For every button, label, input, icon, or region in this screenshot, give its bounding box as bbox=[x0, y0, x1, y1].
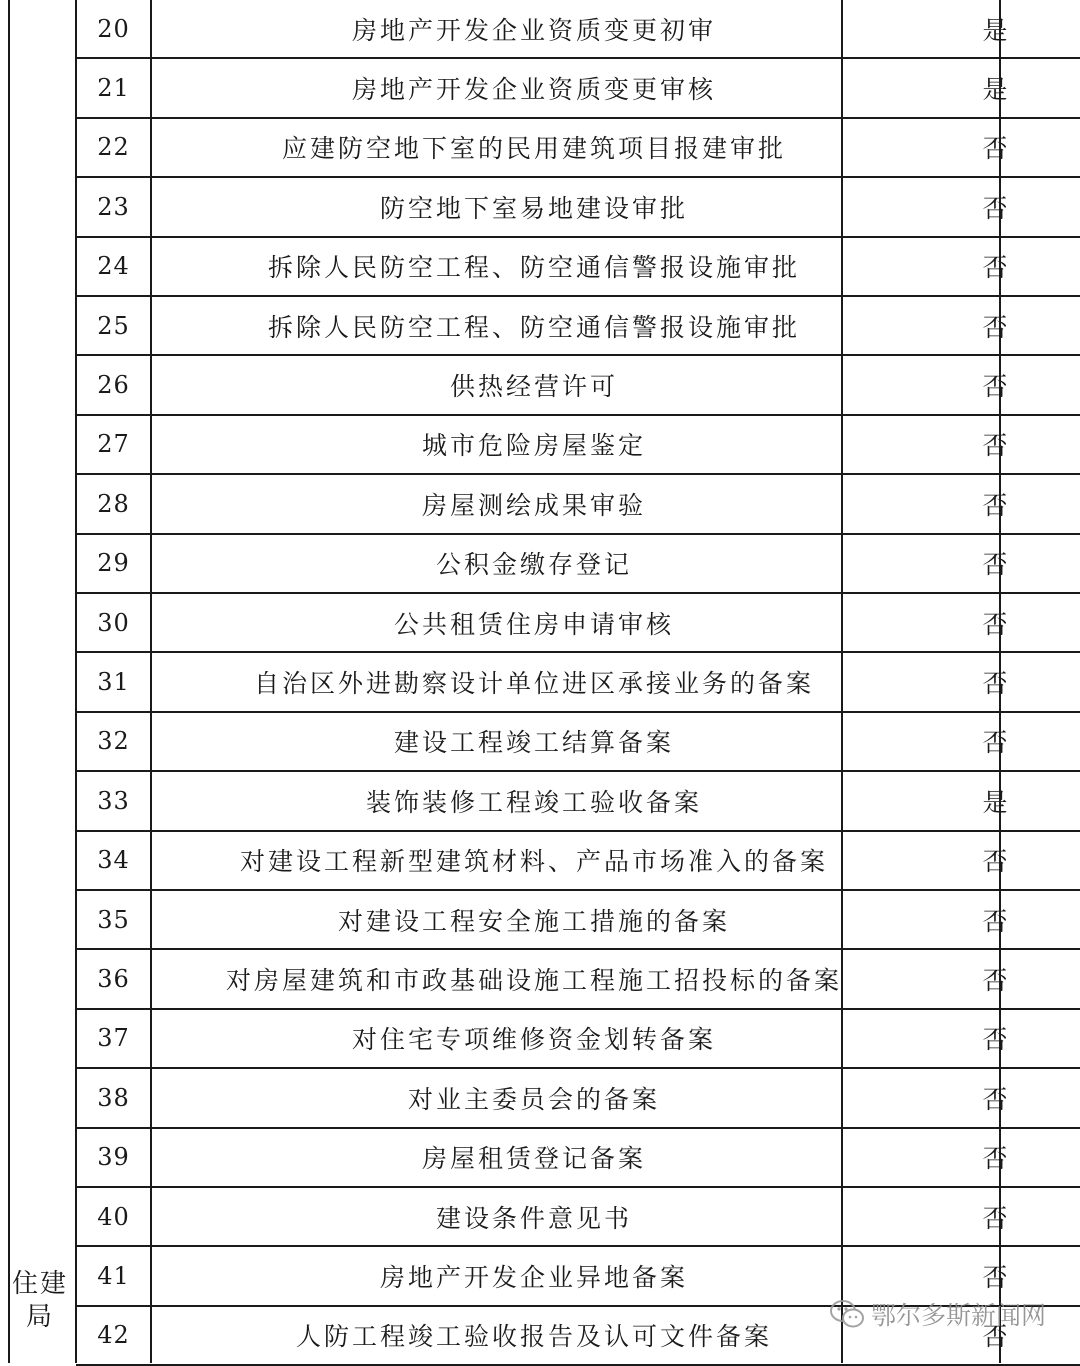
item-number: 21 bbox=[97, 74, 130, 103]
item-flag: 否 bbox=[982, 253, 1011, 283]
item-name: 房屋租赁登记备案 bbox=[421, 1144, 646, 1174]
item-flag: 否 bbox=[982, 847, 1011, 877]
item-flag: 否 bbox=[982, 966, 1011, 996]
watermark-text: 鄂尔多斯新闻网 bbox=[870, 1301, 1046, 1330]
table-row bbox=[76, 1188, 1080, 1247]
item-name: 公共租赁住房申请审核 bbox=[393, 609, 674, 639]
item-flag: 否 bbox=[982, 490, 1011, 520]
table-row bbox=[76, 594, 1080, 653]
item-name: 对住宅专项维修资金划转备案 bbox=[351, 1025, 716, 1055]
item-name: 拆除人民防空工程、防空通信警报设施审批 bbox=[267, 312, 800, 342]
item-flag: 是 bbox=[982, 15, 1011, 45]
table-row bbox=[76, 297, 1080, 356]
item-flag: 否 bbox=[982, 1203, 1011, 1233]
item-name: 拆除人民防空工程、防空通信警报设施审批 bbox=[267, 253, 800, 283]
item-number: 35 bbox=[97, 905, 130, 934]
item-name: 对建设工程新型建筑材料、产品市场准入的备案 bbox=[239, 847, 828, 877]
item-number: 27 bbox=[97, 430, 130, 459]
item-number: 25 bbox=[97, 311, 130, 340]
item-flag: 否 bbox=[982, 728, 1011, 758]
table-row bbox=[76, 416, 1080, 475]
table-left-border bbox=[8, 0, 10, 1363]
table-row bbox=[76, 356, 1080, 415]
item-number: 34 bbox=[97, 846, 130, 875]
item-number: 32 bbox=[97, 727, 130, 756]
table-row bbox=[76, 59, 1080, 118]
item-flag: 否 bbox=[982, 1263, 1011, 1293]
table-row bbox=[76, 475, 1080, 534]
item-number: 41 bbox=[97, 1262, 130, 1291]
item-name: 自治区外进勘察设计单位进区承接业务的备案 bbox=[253, 669, 814, 699]
item-number: 42 bbox=[97, 1321, 130, 1350]
item-flag: 否 bbox=[982, 1322, 1011, 1352]
item-name: 应建防空地下室的民用建筑项目报建审批 bbox=[281, 134, 786, 164]
department-cell: 住建 局 bbox=[11, 1269, 68, 1332]
item-name: 建设条件意见书 bbox=[435, 1203, 632, 1233]
item-number: 40 bbox=[97, 1202, 130, 1231]
item-number: 39 bbox=[97, 1143, 130, 1172]
table-row bbox=[76, 832, 1080, 891]
item-name: 城市危险房屋鉴定 bbox=[421, 431, 646, 461]
item-name: 对业主委员会的备案 bbox=[407, 1084, 660, 1114]
table-row bbox=[76, 891, 1080, 950]
item-flag: 否 bbox=[982, 134, 1011, 164]
table-row bbox=[76, 119, 1080, 178]
table-row bbox=[76, 772, 1080, 831]
table-row bbox=[76, 713, 1080, 772]
item-number: 37 bbox=[97, 1024, 130, 1053]
table-row bbox=[76, 950, 1080, 1009]
item-name: 供热经营许可 bbox=[449, 372, 618, 402]
item-number: 29 bbox=[97, 549, 130, 578]
table-row bbox=[76, 1010, 1080, 1069]
watermark bbox=[829, 1296, 1046, 1332]
item-flag: 是 bbox=[982, 787, 1011, 817]
item-name: 对房屋建筑和市政基础设施工程施工招投标的备案 bbox=[225, 966, 842, 996]
item-flag: 否 bbox=[982, 669, 1011, 699]
item-name: 防空地下室易地建设审批 bbox=[379, 193, 688, 223]
item-name: 人防工程竣工验收报告及认可文件备案 bbox=[295, 1322, 772, 1352]
table-row bbox=[76, 535, 1080, 594]
item-number: 20 bbox=[97, 14, 130, 43]
table-row bbox=[76, 653, 1080, 712]
item-name: 装饰装修工程竣工验收备案 bbox=[365, 787, 702, 817]
item-flag: 否 bbox=[982, 906, 1011, 936]
item-number: 23 bbox=[97, 192, 130, 221]
item-number: 33 bbox=[97, 786, 130, 815]
item-flag: 否 bbox=[982, 193, 1011, 223]
table-row bbox=[76, 1129, 1080, 1188]
item-number: 24 bbox=[97, 252, 130, 281]
table-row bbox=[76, 178, 1080, 237]
item-name: 房地产开发企业异地备案 bbox=[379, 1263, 688, 1293]
item-name: 房屋测绘成果审验 bbox=[421, 490, 646, 520]
item-number: 36 bbox=[97, 965, 130, 994]
item-number: 22 bbox=[97, 133, 130, 162]
item-name: 房地产开发企业资质变更初审 bbox=[351, 15, 716, 45]
item-flag: 否 bbox=[982, 1025, 1011, 1055]
item-number: 31 bbox=[97, 668, 130, 697]
item-flag: 否 bbox=[982, 431, 1011, 461]
item-flag: 否 bbox=[982, 372, 1011, 402]
item-flag: 否 bbox=[982, 609, 1011, 639]
item-name: 建设工程竣工结算备案 bbox=[393, 728, 674, 758]
table-row bbox=[76, 238, 1080, 297]
item-name: 房地产开发企业资质变更审核 bbox=[351, 75, 716, 105]
item-flag: 是 bbox=[982, 75, 1011, 105]
item-number: 28 bbox=[97, 489, 130, 518]
item-flag: 否 bbox=[982, 312, 1011, 342]
item-name: 对建设工程安全施工措施的备案 bbox=[337, 906, 730, 936]
table-row bbox=[76, 1069, 1080, 1128]
wechat-icon bbox=[829, 1299, 865, 1329]
item-flag: 否 bbox=[982, 1084, 1011, 1114]
table-row bbox=[76, 0, 1080, 59]
item-name: 公积金缴存登记 bbox=[435, 550, 632, 580]
item-flag: 否 bbox=[982, 1144, 1011, 1174]
item-number: 30 bbox=[97, 608, 130, 637]
item-number: 26 bbox=[97, 371, 130, 400]
item-flag: 否 bbox=[982, 550, 1011, 580]
item-number: 38 bbox=[97, 1083, 130, 1112]
